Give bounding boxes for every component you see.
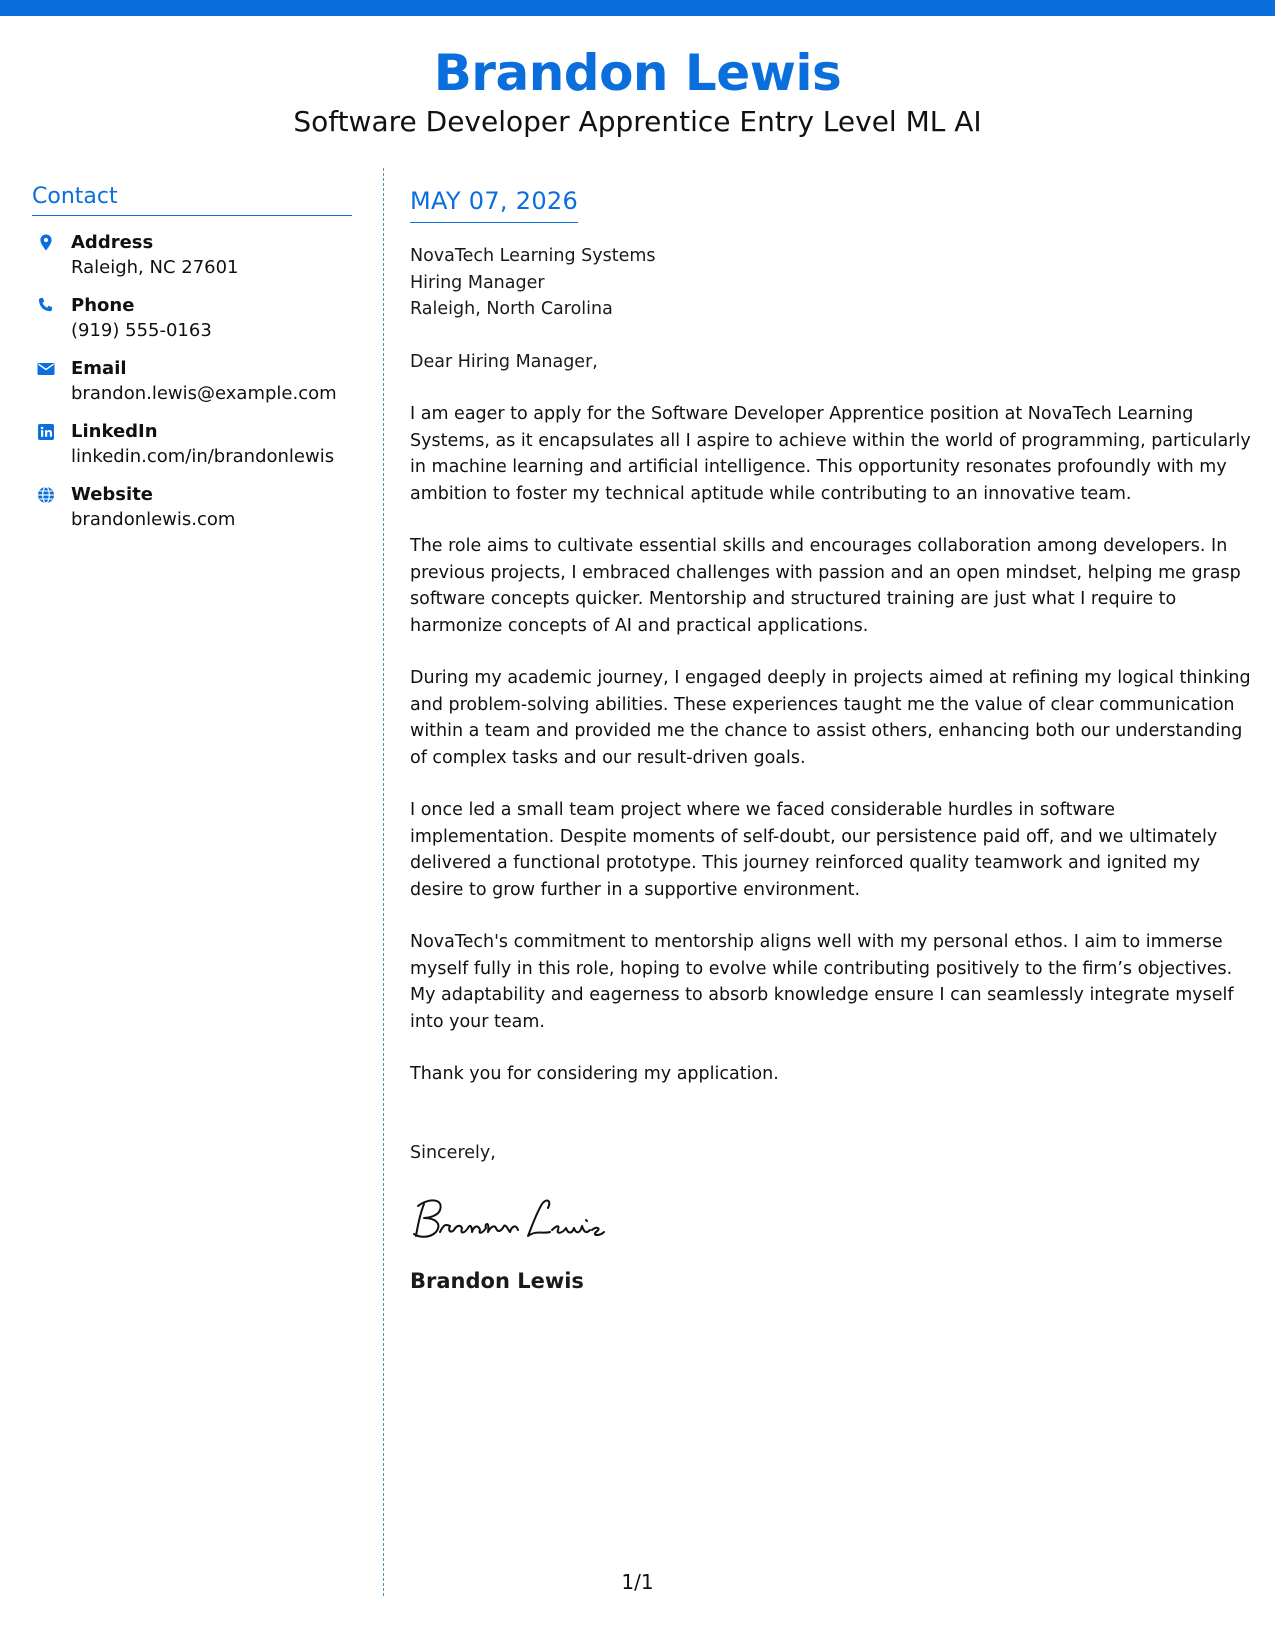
job-title: Software Developer Apprentice Entry Level ML AI xyxy=(293,105,982,138)
body-paragraph: I once led a small team project where we faced considerable hurdles in software implementation. Despite moments of self-doubt, our persistence paid off, and we ultimately delivered a functional prototype. This journey reinforced quality teamwork and ignited my desire to grow further in a supportive environment. xyxy=(410,800,1218,900)
page-number: 1/1 xyxy=(621,1570,654,1594)
location-pin-icon xyxy=(36,233,56,253)
contact-item-phone xyxy=(32,293,352,356)
envelope-icon xyxy=(36,359,56,379)
contact-item-website xyxy=(32,482,352,545)
body-paragraph: The role aims to cultivate essential skills and encourages collaboration among developers. In previous projects, I embraced challenges with passion and an open mindset, helping me grasp software concepts quicker. Mentorship and structured training are just what I require to harmonize concepts of AI and practical applications. xyxy=(410,536,1241,636)
body-paragraph: Thank you for considering my application. xyxy=(410,1064,779,1084)
letter-body xyxy=(410,186,1255,1295)
address-value: Raleigh, NC 27601 xyxy=(71,257,239,278)
contact-label: Email xyxy=(71,358,127,379)
recipient-company: NovaTech Learning Systems xyxy=(410,246,656,266)
globe-icon xyxy=(36,485,56,505)
applicant-name: Brandon Lewis xyxy=(433,44,842,102)
date-block xyxy=(410,186,578,223)
closing: Sincerely, xyxy=(410,1142,496,1163)
phone-icon xyxy=(36,296,56,316)
linkedin-icon xyxy=(36,422,56,442)
handwritten-signature xyxy=(410,1190,650,1250)
contact-item-address xyxy=(32,230,352,293)
signer-name: Brandon Lewis xyxy=(410,1269,584,1293)
salutation: Dear Hiring Manager, xyxy=(410,351,598,372)
contact-sidebar xyxy=(32,182,352,545)
body-paragraph: I am eager to apply for the Software Developer Apprentice position at NovaTech Learning Systems, as it encapsulates all I aspire to achieve within the world of programming, particularly in machine learning and artificial intelligence. This opportunity resonates profoundly with my ambition to foster my technical aptitude while contributing to an innovative team. xyxy=(410,404,1251,504)
linkedin-value[interactable]: linkedin.com/in/brandonlewis xyxy=(71,446,335,467)
contact-label: Address xyxy=(71,232,154,253)
top-accent-bar xyxy=(0,0,1275,16)
recipient-location: Raleigh, North Carolina xyxy=(410,299,613,319)
contact-label: Phone xyxy=(71,295,135,316)
contact-label: LinkedIn xyxy=(71,421,158,442)
body-paragraph: During my academic journey, I engaged deeply in projects aimed at refining my logical thinking and problem-solving abilities. These experiences taught me the value of clear communication within a team and provided me the chance to assist others, enhancing both our understanding of complex tasks and our result-driven goals. xyxy=(410,668,1251,768)
column-divider xyxy=(383,168,384,1596)
resume-header xyxy=(0,40,1275,140)
contact-label: Website xyxy=(71,484,154,505)
contact-list xyxy=(32,230,352,545)
contact-item-linkedin xyxy=(32,419,352,482)
contact-heading: Contact xyxy=(32,182,352,216)
recipient-role: Hiring Manager xyxy=(410,272,545,293)
body-paragraph: NovaTech's commitment to mentorship aligns well with my personal ethos. I aim to immerse myself fully in this role, hoping to evolve while contributing positively to the firm’s objectives. My adaptability and eagerness to absorb knowledge ensure I can seamlessly integrate myself into your team. xyxy=(410,932,1234,1032)
email-value[interactable]: brandon.lewis@example.com xyxy=(71,383,337,404)
phone-value[interactable]: (919) 555-0163 xyxy=(71,320,212,341)
website-value[interactable]: brandonlewis.com xyxy=(71,509,236,530)
letter-date: MAY 07, 2026 xyxy=(410,187,579,215)
contact-item-email xyxy=(32,356,352,419)
recipient-block xyxy=(410,243,1255,323)
